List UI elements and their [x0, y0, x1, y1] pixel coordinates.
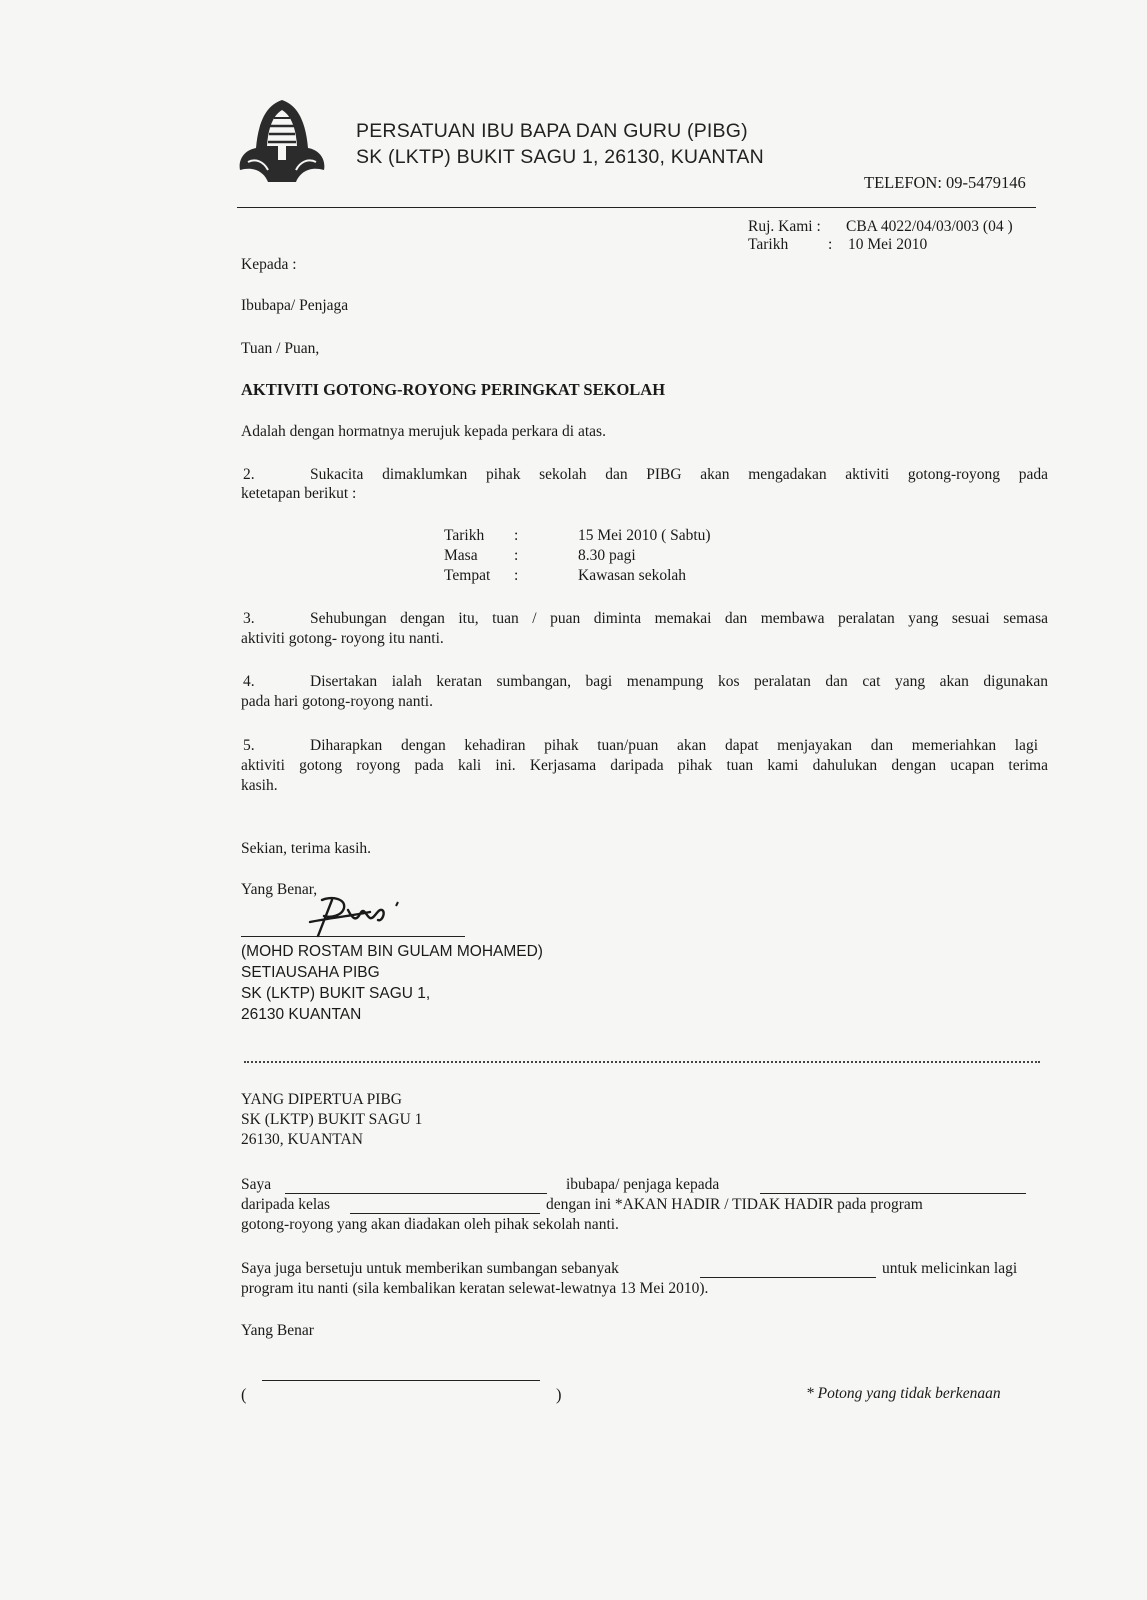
- slip-contribution-b: untuk melicinkan lagi: [882, 1260, 1018, 1277]
- para2-line1: Sukacita dimaklumkan pihak sekolah dan PIBG akan mengadakan aktiviti gotong-royong pada: [310, 466, 1048, 483]
- salutation: Tuan / Puan,: [241, 340, 320, 357]
- org-address: SK (LKTP) BUKIT SAGU 1, 26130, KUANTAN: [356, 146, 764, 168]
- detail-value: 8.30 pagi: [578, 547, 636, 564]
- recipient-name: Ibubapa/ Penjaga: [241, 297, 349, 314]
- slip-signature-blank[interactable]: [262, 1380, 540, 1381]
- header-rule: [237, 207, 1036, 208]
- tarikh-label: Tarikh: [748, 236, 789, 253]
- para3-line2: aktiviti gotong- royong itu nanti.: [241, 630, 444, 647]
- detail-value: 15 Mei 2010 ( Sabtu): [578, 527, 711, 544]
- opening-line: Adalah dengan hormatnya merujuk kepada perkara di atas.: [241, 423, 606, 440]
- para5-line2: aktiviti gotong royong pada kali ini. Kerjasama daripada pihak tuan kami dahulukan dengan ucapan terima: [241, 757, 1048, 774]
- signatory-title: SETIAUSAHA PIBG: [241, 964, 380, 981]
- signatory-city: 26130 KUANTAN: [241, 1006, 362, 1023]
- handwritten-signature: [300, 892, 410, 942]
- class-blank[interactable]: [350, 1213, 540, 1214]
- footnote: * Potong yang tidak berkenaan: [806, 1385, 1001, 1402]
- slip-to-line2: SK (LKTP) BUKIT SAGU 1: [241, 1111, 423, 1128]
- paren-close: ): [556, 1385, 562, 1404]
- slip-yang-benar: Yang Benar: [241, 1322, 314, 1339]
- para5-line3: kasih.: [241, 777, 278, 794]
- slip-daripada-kelas: daripada kelas: [241, 1196, 331, 1213]
- detail-label: Tempat: [444, 567, 491, 584]
- slip-line3: gotong-royong yang akan diadakan oleh pihak sekolah nanti.: [241, 1216, 619, 1233]
- org-name: PERSATUAN IBU BAPA DAN GURU (PIBG): [356, 120, 748, 142]
- detail-colon: :: [514, 567, 519, 584]
- para4-number: 4.: [243, 673, 255, 690]
- yang-benar: Yang Benar,: [241, 881, 318, 898]
- detail-label: Tarikh: [444, 527, 485, 544]
- child-name-blank[interactable]: [760, 1193, 1026, 1194]
- signatory-name: (MOHD ROSTAM BIN GULAM MOHAMED): [241, 943, 543, 960]
- subject-heading: AKTIVITI GOTONG-ROYONG PERINGKAT SEKOLAH: [241, 380, 666, 399]
- para2-line2: ketetapan berikut :: [241, 485, 357, 502]
- slip-ibubapa: ibubapa/ penjaga kepada: [566, 1176, 720, 1193]
- detail-label: Masa: [444, 547, 478, 564]
- signatory-school: SK (LKTP) BUKIT SAGU 1,: [241, 985, 431, 1002]
- para5-line1: Diharapkan dengan kehadiran pihak tuan/puan akan dapat menjayakan dan memeriahkan lagi: [310, 737, 1038, 754]
- telefon: TELEFON: 09-5479146: [864, 173, 1026, 192]
- detail-colon: :: [514, 547, 519, 564]
- cut-line: [244, 1061, 1040, 1063]
- name-blank[interactable]: [285, 1193, 547, 1194]
- amount-blank[interactable]: [700, 1277, 876, 1278]
- slip-attendance: dengan ini *AKAN HADIR / TIDAK HADIR pada program: [546, 1196, 923, 1213]
- paren-open: (: [241, 1385, 247, 1404]
- para2-number: 2.: [243, 466, 255, 483]
- tarikh-colon: :: [828, 236, 833, 253]
- slip-contribution-line2: program itu nanti (sila kembalikan keratan selewat-lewatnya 13 Mei 2010).: [241, 1280, 709, 1297]
- detail-value: Kawasan sekolah: [578, 567, 687, 584]
- ruj-label: Ruj. Kami :: [748, 218, 821, 235]
- para3-line1: Sehubungan dengan itu, tuan / puan diminta memakai dan membawa peralatan yang sesuai semasa: [310, 610, 1048, 627]
- para4-line1: Disertakan ialah keratan sumbangan, bagi menampung kos peralatan dan cat yang akan digunakan: [310, 673, 1048, 690]
- kepada-label: Kepada :: [241, 256, 297, 273]
- para5-number: 5.: [243, 737, 255, 754]
- detail-colon: :: [514, 527, 519, 544]
- slip-saya: Saya: [241, 1176, 272, 1193]
- slip-to-line1: YANG DIPERTUA PIBG: [241, 1091, 402, 1108]
- tarikh-value: 10 Mei 2010: [848, 236, 928, 253]
- para4-line2: pada hari gotong-royong nanti.: [241, 693, 433, 710]
- slip-contribution-a: Saya juga bersetuju untuk memberikan sumbangan sebanyak: [241, 1260, 619, 1277]
- ruj-value: CBA 4022/04/03/003 (04 ): [846, 218, 1013, 235]
- sekian-line: Sekian, terima kasih.: [241, 840, 371, 857]
- para3-number: 3.: [243, 610, 255, 627]
- pibg-crest-logo: [234, 96, 330, 188]
- signature-line: [241, 936, 465, 937]
- slip-to-line3: 26130, KUANTAN: [241, 1131, 363, 1148]
